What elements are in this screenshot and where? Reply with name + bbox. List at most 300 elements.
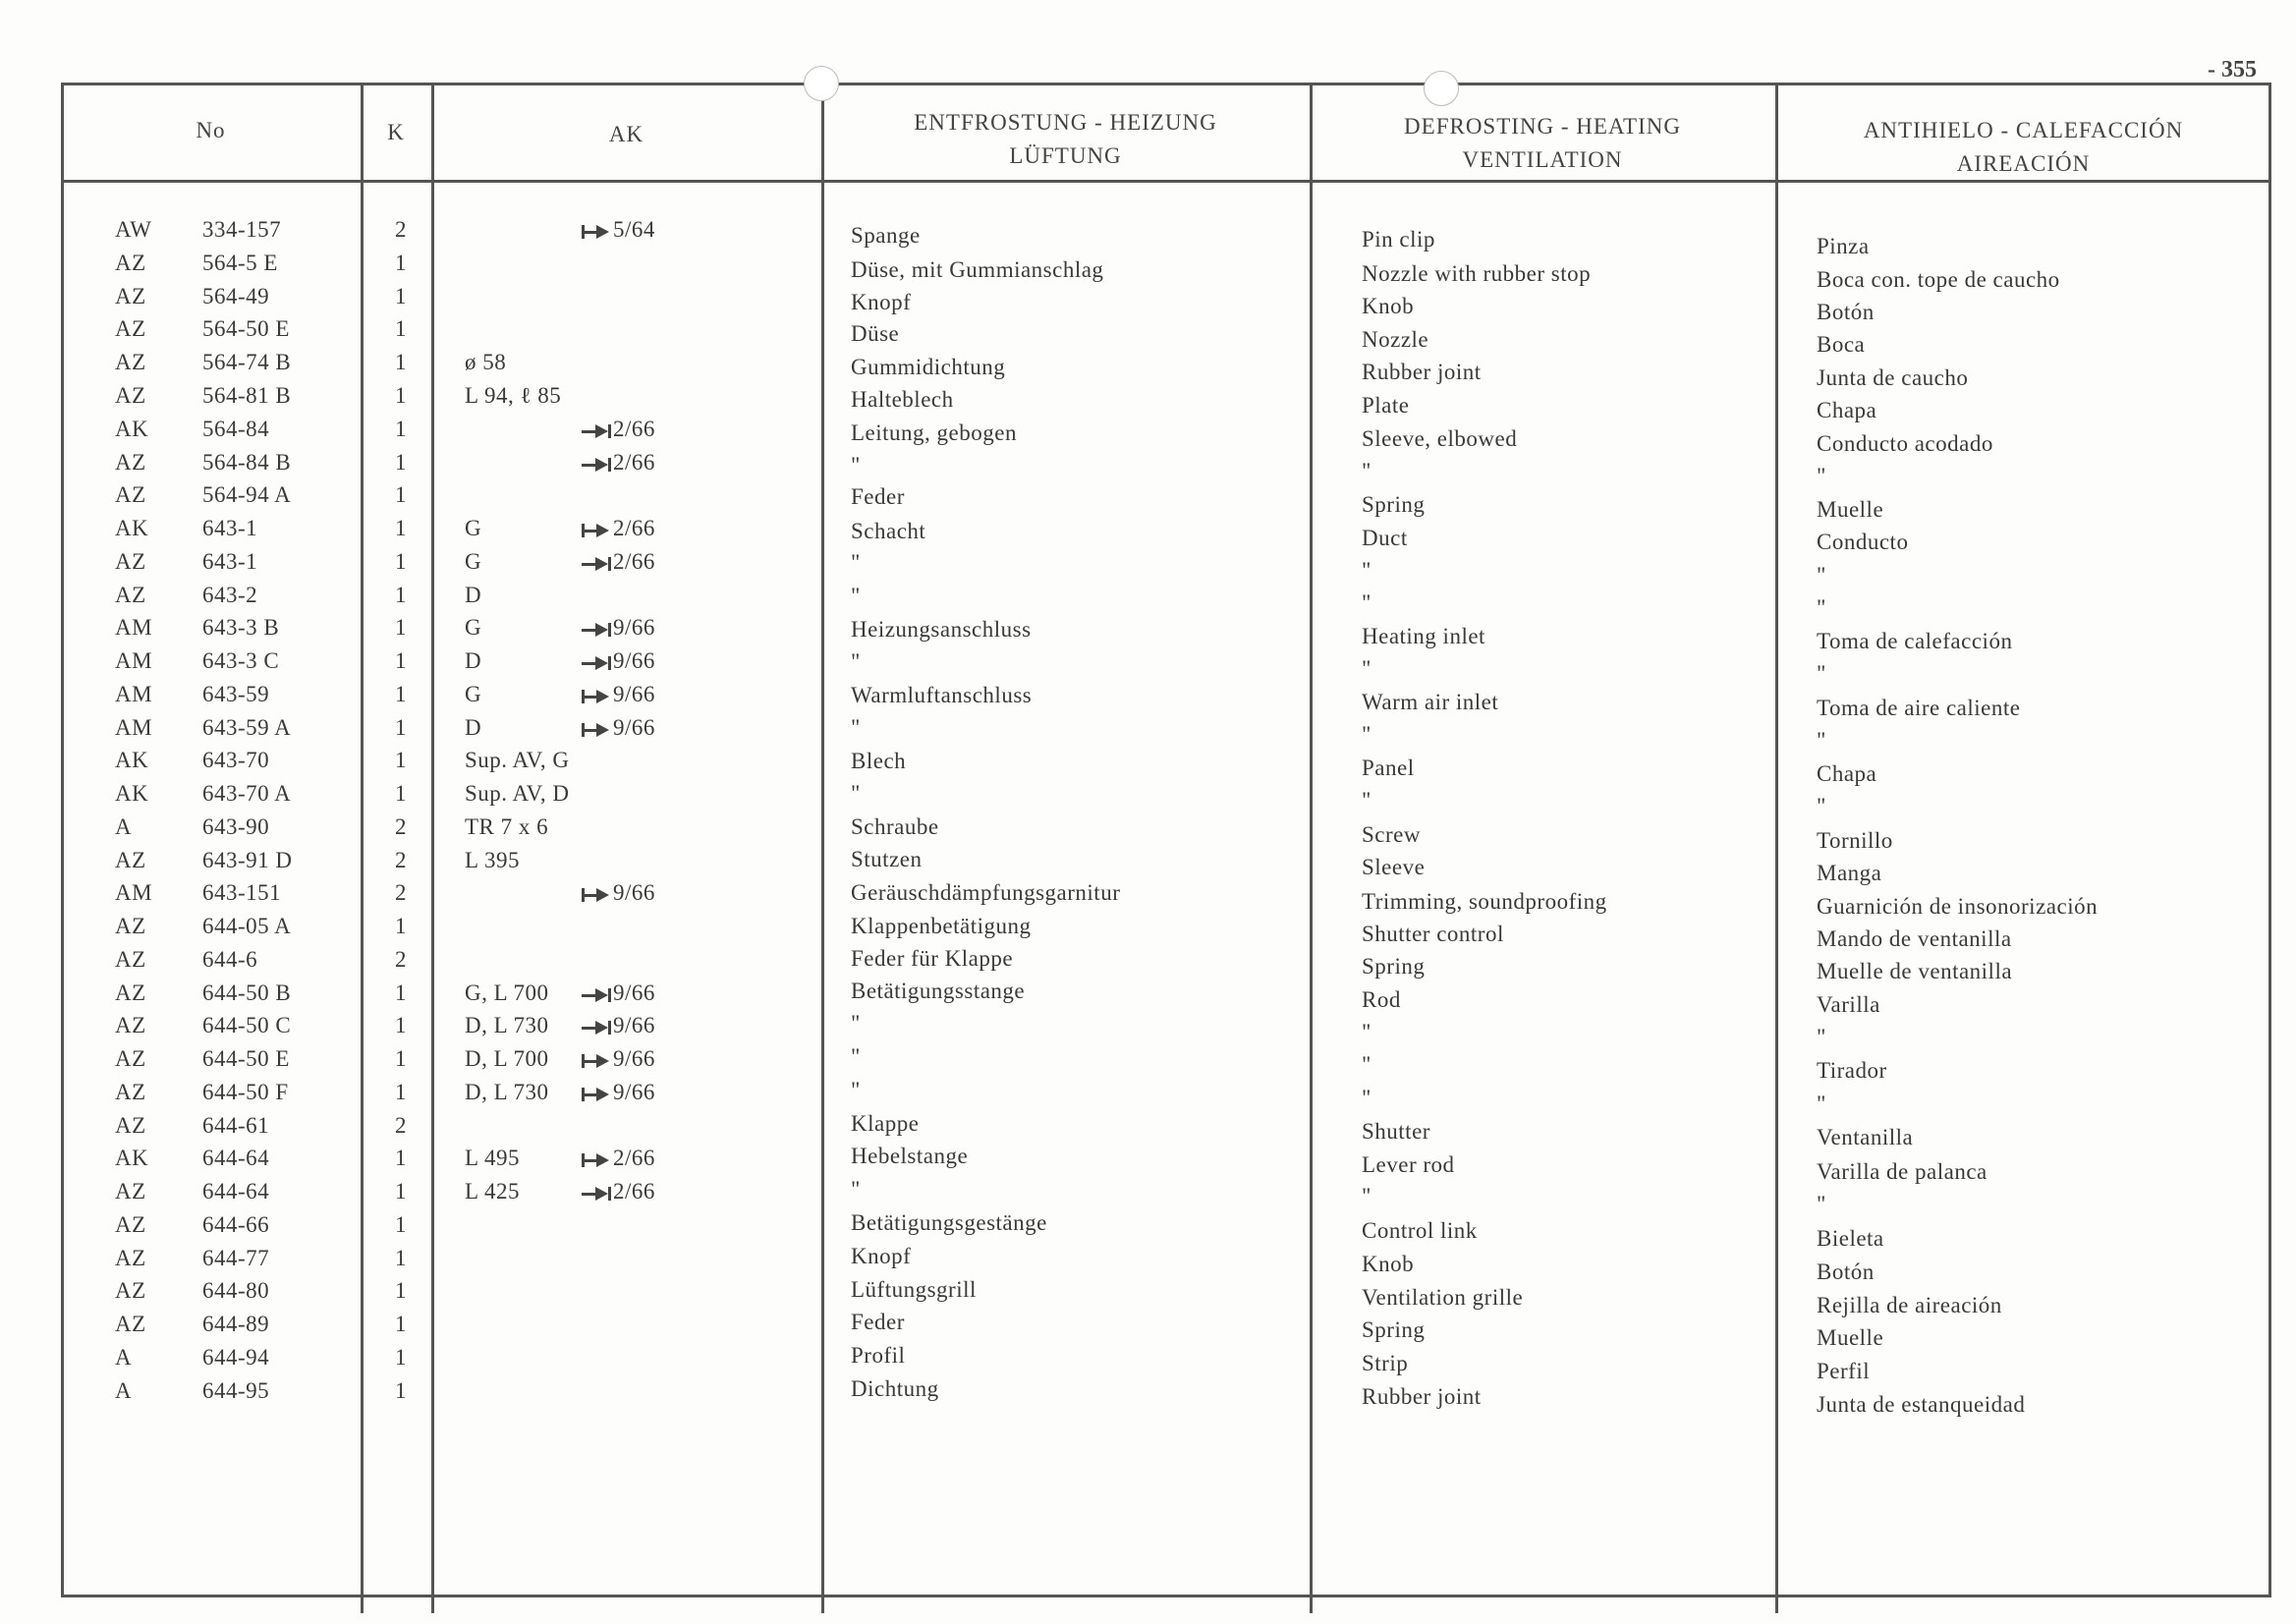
- part-number: 564-94 A: [202, 482, 292, 507]
- part-quantity: 1: [395, 1378, 407, 1403]
- part-number: 644-50 F: [202, 1080, 289, 1104]
- description-german: Knopf: [851, 1244, 912, 1268]
- part-quantity: 1: [395, 1278, 407, 1303]
- description-german: Geräuschdämpfungsgarnitur: [851, 880, 1121, 905]
- part-number: 644-94: [202, 1345, 270, 1370]
- description-german: Klappe: [851, 1111, 920, 1136]
- cross-reference-page: 9/66: [613, 1013, 655, 1037]
- description-spanish: ": [1817, 728, 1826, 753]
- cross-reference-page: 9/66: [613, 615, 655, 640]
- header-ak: AK: [608, 122, 644, 146]
- part-variant: ø 58: [465, 350, 507, 374]
- part-variant: L 495: [465, 1146, 520, 1170]
- description-german: ": [851, 781, 861, 806]
- part-quantity: 1: [395, 781, 407, 806]
- part-prefix: AZ: [115, 1179, 146, 1204]
- part-prefix: AZ: [115, 1080, 146, 1104]
- part-quantity: 1: [395, 316, 407, 341]
- part-quantity: 2: [395, 848, 407, 872]
- part-variant: Sup. AV, G: [465, 748, 570, 772]
- cross-reference-page: 9/66: [613, 682, 655, 706]
- description-english: Nozzle with rubber stop: [1362, 261, 1592, 286]
- header-k: K: [387, 120, 405, 144]
- description-spanish: Boca con. tope de caucho: [1817, 267, 2060, 292]
- part-quantity: 1: [395, 715, 407, 740]
- description-spanish: Varilla de palanca: [1817, 1159, 1988, 1184]
- description-spanish: ": [1817, 1092, 1826, 1116]
- cross-reference: [582, 446, 655, 478]
- description-spanish: Boca: [1817, 332, 1866, 357]
- part-number: 644-66: [202, 1212, 270, 1237]
- description-spanish: ": [1817, 1192, 1826, 1216]
- part-variant: D: [465, 583, 482, 607]
- part-number: 644-95: [202, 1378, 270, 1403]
- description-german: ": [851, 584, 861, 608]
- description-german: ": [851, 1078, 861, 1102]
- part-prefix: AK: [115, 748, 149, 772]
- part-quantity: 2: [395, 880, 407, 905]
- part-prefix: AZ: [115, 980, 146, 1005]
- cross-reference: [582, 1042, 655, 1075]
- description-spanish: Tirador: [1817, 1058, 1887, 1083]
- part-prefix: AZ: [115, 284, 146, 308]
- cross-reference-page: 9/66: [613, 648, 655, 673]
- description-spanish: Muelle: [1817, 497, 1884, 522]
- header-english-line1: DEFROSTING - HEATING: [1404, 114, 1681, 139]
- part-prefix: AZ: [115, 848, 146, 872]
- part-quantity: 1: [395, 1146, 407, 1170]
- description-english: Duct: [1362, 526, 1408, 550]
- description-spanish: Chapa: [1817, 398, 1877, 422]
- part-number: 643-70: [202, 748, 270, 772]
- part-prefix: AZ: [115, 1312, 146, 1336]
- header-spanish: [1775, 114, 2271, 181]
- description-spanish: Guarnición de insonorización: [1817, 894, 2099, 919]
- description-german: Gummidichtung: [851, 355, 1006, 379]
- description-spanish: Perfil: [1817, 1359, 1871, 1383]
- description-german: ": [851, 1177, 861, 1202]
- header-german: [821, 106, 1310, 173]
- part-quantity: 1: [395, 1212, 407, 1237]
- arrow-to-bar-icon: [582, 455, 611, 475]
- part-number: 643-59 A: [202, 715, 292, 740]
- description-english: Sleeve, elbowed: [1362, 426, 1518, 451]
- part-quantity: 1: [395, 1345, 407, 1370]
- arrow-to-bar-icon: [582, 985, 611, 1005]
- header-german-line1: ENTFROSTUNG - HEIZUNG: [914, 110, 1217, 135]
- description-german: ": [851, 649, 861, 674]
- cross-reference-page: 5/64: [613, 217, 655, 242]
- description-spanish: Varilla: [1817, 992, 1880, 1017]
- header-spanish-line2: AIREACIÓN: [1956, 151, 2091, 176]
- description-german: ": [851, 1044, 861, 1069]
- description-spanish: ": [1817, 661, 1826, 686]
- part-prefix: AZ: [115, 1246, 146, 1270]
- description-german: Blech: [851, 749, 907, 773]
- part-variant: G, L 700: [465, 980, 549, 1005]
- cross-reference: [582, 876, 655, 909]
- part-number: 644-50 E: [202, 1046, 290, 1071]
- description-english: Ventilation grille: [1362, 1285, 1524, 1310]
- cross-reference: [582, 1076, 655, 1108]
- cross-reference-page: 9/66: [613, 715, 655, 740]
- description-german: Düse, mit Gummianschlag: [851, 257, 1104, 282]
- description-spanish: Chapa: [1817, 761, 1877, 786]
- part-number: 644-64: [202, 1146, 270, 1170]
- part-number: 643-3 C: [202, 648, 280, 673]
- description-english: Pin clip: [1362, 227, 1435, 252]
- description-spanish: Toma de aire caliente: [1817, 696, 2021, 720]
- description-german: Klappenbetätigung: [851, 914, 1032, 938]
- part-variant: D, L 730: [465, 1080, 549, 1104]
- cross-reference-page: 2/66: [613, 516, 655, 540]
- description-spanish: Pinza: [1817, 234, 1870, 258]
- part-variant: G: [465, 549, 482, 574]
- description-english: Rubber joint: [1362, 1384, 1482, 1409]
- description-english: Shutter: [1362, 1119, 1430, 1144]
- description-spanish: Conducto acodado: [1817, 431, 1993, 456]
- part-number: 564-5 E: [202, 251, 278, 275]
- description-german: Stutzen: [851, 847, 923, 871]
- part-quantity: 1: [395, 516, 407, 540]
- description-german: Knopf: [851, 290, 912, 314]
- description-german: Warmluftanschluss: [851, 683, 1033, 707]
- header-english: [1310, 110, 1775, 177]
- column-divider: [361, 83, 364, 1613]
- part-quantity: 1: [395, 1046, 407, 1071]
- description-german: ": [851, 715, 861, 740]
- part-variant: D: [465, 715, 482, 740]
- part-number: 643-1: [202, 516, 258, 540]
- part-number: 644-89: [202, 1312, 270, 1336]
- part-prefix: A: [115, 1378, 133, 1403]
- description-german: Spange: [851, 223, 921, 248]
- part-prefix: AM: [115, 715, 153, 740]
- part-number: 564-50 E: [202, 316, 290, 341]
- arrow-to-bar-icon: [582, 620, 611, 640]
- description-english: ": [1362, 1184, 1372, 1208]
- description-german: Dichtung: [851, 1376, 939, 1401]
- cross-reference-page: 2/66: [613, 1146, 655, 1170]
- description-german: Betätigungsstange: [851, 979, 1026, 1003]
- description-english: ": [1362, 459, 1372, 483]
- part-number: 644-05 A: [202, 914, 292, 938]
- column-divider: [431, 83, 434, 1613]
- arrow-to-bar-icon: [582, 421, 611, 441]
- part-number: 643-3 B: [202, 615, 280, 640]
- part-variant: L 94, ℓ 85: [465, 383, 562, 408]
- part-prefix: AK: [115, 516, 149, 540]
- part-quantity: 1: [395, 648, 407, 673]
- arrow-to-bar-icon: [582, 554, 611, 574]
- arrow-from-bar-icon: [582, 687, 611, 706]
- part-variant: L 425: [465, 1179, 520, 1204]
- part-number: 643-70 A: [202, 781, 292, 806]
- column-divider: [1310, 83, 1313, 1613]
- part-number: 643-91 D: [202, 848, 293, 872]
- arrow-from-bar-icon: [582, 521, 611, 540]
- part-number: 644-64: [202, 1179, 270, 1204]
- cross-reference: [582, 1142, 655, 1174]
- part-number: 644-50 B: [202, 980, 292, 1005]
- arrow-from-bar-icon: [582, 885, 611, 905]
- part-prefix: AZ: [115, 947, 146, 972]
- cross-reference: [582, 512, 655, 544]
- cross-reference: [582, 977, 655, 1009]
- cross-reference-page: 9/66: [613, 1080, 655, 1104]
- description-english: ": [1362, 788, 1372, 812]
- cross-reference-page: 9/66: [613, 1046, 655, 1071]
- part-quantity: 1: [395, 682, 407, 706]
- part-variant: G: [465, 516, 482, 540]
- description-german: Halteblech: [851, 387, 954, 412]
- arrow-from-bar-icon: [582, 222, 611, 242]
- part-prefix: AK: [115, 1146, 149, 1170]
- arrow-to-bar-icon: [582, 1184, 611, 1204]
- part-number: 644-80: [202, 1278, 270, 1303]
- description-spanish: Muelle: [1817, 1325, 1884, 1350]
- cross-reference: [582, 1175, 655, 1207]
- header-spanish-line1: ANTIHIELO - CALEFACCIÓN: [1863, 118, 2184, 142]
- part-prefix: AK: [115, 781, 149, 806]
- part-quantity: 1: [395, 748, 407, 772]
- part-number: 564-49: [202, 284, 270, 308]
- description-english: Spring: [1362, 492, 1426, 517]
- part-number: 564-84: [202, 417, 270, 441]
- part-quantity: 1: [395, 482, 407, 507]
- cross-reference-page: 2/66: [613, 417, 655, 441]
- description-spanish: Rejilla de aireación: [1817, 1293, 2002, 1317]
- description-spanish: Manga: [1817, 861, 1882, 885]
- part-prefix: AM: [115, 880, 153, 905]
- description-english: Panel: [1362, 756, 1415, 780]
- part-quantity: 1: [395, 1246, 407, 1270]
- description-spanish: Botón: [1817, 1260, 1875, 1284]
- part-prefix: AM: [115, 648, 153, 673]
- description-spanish: Bieleta: [1817, 1226, 1884, 1251]
- cross-reference-page: 9/66: [613, 880, 655, 905]
- part-number: 644-50 C: [202, 1013, 292, 1037]
- cross-reference-page: 2/66: [613, 1179, 655, 1204]
- part-prefix: AZ: [115, 1046, 146, 1071]
- part-prefix: A: [115, 1345, 133, 1370]
- description-spanish: Conducto: [1817, 530, 1909, 554]
- cross-reference: [582, 644, 655, 677]
- part-quantity: 1: [395, 383, 407, 408]
- arrow-to-bar-icon: [582, 1018, 611, 1037]
- description-german: ": [851, 453, 861, 477]
- description-spanish: Tornillo: [1817, 828, 1893, 853]
- part-prefix: AZ: [115, 316, 146, 341]
- part-variant: D: [465, 648, 482, 673]
- cross-reference-page: 2/66: [613, 450, 655, 475]
- part-prefix: AZ: [115, 450, 146, 475]
- cross-reference: [582, 678, 655, 710]
- part-variant: D, L 700: [465, 1046, 549, 1071]
- arrow-from-bar-icon: [582, 1085, 611, 1104]
- part-variant: L 395: [465, 848, 520, 872]
- description-spanish: ": [1817, 595, 1826, 620]
- description-english: Rod: [1362, 987, 1401, 1012]
- description-spanish: ": [1817, 1025, 1826, 1049]
- part-variant: D, L 730: [465, 1013, 549, 1037]
- part-number: 564-84 B: [202, 450, 292, 475]
- part-number: 564-74 B: [202, 350, 292, 374]
- part-number: 644-6: [202, 947, 258, 972]
- description-spanish: ": [1817, 794, 1826, 818]
- description-german: Schacht: [851, 519, 926, 543]
- description-english: Control link: [1362, 1218, 1478, 1243]
- description-german: Heizungsanschluss: [851, 617, 1032, 642]
- part-prefix: AZ: [115, 583, 146, 607]
- part-number: 643-90: [202, 814, 270, 839]
- description-german: Düse: [851, 321, 900, 346]
- part-variant: TR 7 x 6: [465, 814, 549, 839]
- description-english: Screw: [1362, 822, 1421, 847]
- description-english: Trimming, soundproofing: [1362, 889, 1607, 914]
- part-variant: G: [465, 682, 482, 706]
- description-english: ": [1362, 558, 1372, 583]
- description-english: Nozzle: [1362, 327, 1429, 352]
- header-english-line2: VENTILATION: [1462, 147, 1623, 172]
- description-spanish: Junta de estanqueidad: [1817, 1392, 2026, 1417]
- description-spanish: Toma de calefacción: [1817, 629, 2013, 653]
- description-german: Hebelstange: [851, 1144, 969, 1168]
- column-divider: [1775, 83, 1778, 1613]
- arrow-from-bar-icon: [582, 720, 611, 740]
- part-number: 564-81 B: [202, 383, 292, 408]
- part-prefix: AM: [115, 682, 153, 706]
- cross-reference: [582, 545, 655, 578]
- part-quantity: 2: [395, 947, 407, 972]
- part-prefix: AZ: [115, 482, 146, 507]
- description-german: Profil: [851, 1343, 906, 1368]
- part-number: 643-1: [202, 549, 258, 574]
- punch-hole: [804, 66, 839, 101]
- header-german-line2: LÜFTUNG: [1009, 143, 1122, 168]
- description-german: ": [851, 550, 861, 575]
- description-spanish: Muelle de ventanilla: [1817, 959, 2013, 983]
- part-prefix: AZ: [115, 251, 146, 275]
- description-english: ": [1362, 1086, 1372, 1110]
- description-spanish: Ventanilla: [1817, 1125, 1914, 1149]
- description-english: Shutter control: [1362, 922, 1504, 946]
- part-quantity: 2: [395, 814, 407, 839]
- description-english: Plate: [1362, 393, 1410, 418]
- part-quantity: 1: [395, 980, 407, 1005]
- part-prefix: AZ: [115, 350, 146, 374]
- description-english: ": [1362, 722, 1372, 747]
- description-spanish: Mando de ventanilla: [1817, 926, 2012, 951]
- cross-reference: [582, 711, 655, 744]
- part-quantity: 1: [395, 1080, 407, 1104]
- cross-reference: [582, 413, 655, 445]
- part-prefix: AZ: [115, 914, 146, 938]
- description-english: Knob: [1362, 294, 1415, 318]
- page-number: - 355: [2208, 57, 2257, 83]
- description-english: Spring: [1362, 954, 1426, 979]
- description-english: Rubber joint: [1362, 360, 1482, 384]
- part-quantity: 1: [395, 450, 407, 475]
- part-prefix: AZ: [115, 1278, 146, 1303]
- part-number: 644-61: [202, 1113, 270, 1138]
- description-english: Warm air inlet: [1362, 690, 1499, 714]
- description-english: ": [1362, 1020, 1372, 1044]
- part-quantity: 1: [395, 1013, 407, 1037]
- description-english: Spring: [1362, 1317, 1426, 1342]
- description-spanish: ": [1817, 563, 1826, 588]
- description-german: Feder für Klappe: [851, 946, 1014, 971]
- part-quantity: 2: [395, 1113, 407, 1138]
- part-number: 643-151: [202, 880, 282, 905]
- part-quantity: 1: [395, 615, 407, 640]
- description-german: Lüftungsgrill: [851, 1277, 977, 1302]
- part-quantity: 1: [395, 284, 407, 308]
- part-number: 644-77: [202, 1246, 270, 1270]
- part-number: 334-157: [202, 217, 282, 242]
- part-prefix: AW: [115, 217, 152, 242]
- part-quantity: 1: [395, 1312, 407, 1336]
- description-english: Knob: [1362, 1252, 1415, 1276]
- arrow-from-bar-icon: [582, 1051, 611, 1071]
- part-prefix: AK: [115, 417, 149, 441]
- part-prefix: AZ: [115, 549, 146, 574]
- part-quantity: 1: [395, 549, 407, 574]
- description-english: Heating inlet: [1362, 624, 1485, 648]
- cross-reference-page: 2/66: [613, 549, 655, 574]
- part-prefix: AZ: [115, 1113, 146, 1138]
- part-prefix: A: [115, 814, 133, 839]
- description-english: Lever rod: [1362, 1152, 1455, 1177]
- description-spanish: Junta de caucho: [1817, 365, 1969, 390]
- part-number: 643-59: [202, 682, 270, 706]
- part-number: 643-2: [202, 583, 258, 607]
- part-quantity: 1: [395, 417, 407, 441]
- punch-hole: [1424, 71, 1459, 106]
- description-english: Sleeve: [1362, 855, 1426, 879]
- column-divider: [821, 83, 824, 1613]
- description-spanish: Botón: [1817, 300, 1875, 324]
- description-german: Betätigungsgestänge: [851, 1210, 1047, 1235]
- part-quantity: 1: [395, 251, 407, 275]
- description-english: Strip: [1362, 1351, 1409, 1375]
- cross-reference: [582, 213, 655, 246]
- part-variant: G: [465, 615, 482, 640]
- description-german: Leitung, gebogen: [851, 420, 1017, 445]
- part-quantity: 1: [395, 914, 407, 938]
- part-variant: Sup. AV, D: [465, 781, 570, 806]
- description-english: ": [1362, 590, 1372, 615]
- cross-reference-page: 9/66: [613, 980, 655, 1005]
- description-german: Feder: [851, 484, 905, 509]
- part-quantity: 1: [395, 1179, 407, 1204]
- part-quantity: 1: [395, 350, 407, 374]
- part-prefix: AM: [115, 615, 153, 640]
- arrow-to-bar-icon: [582, 653, 611, 673]
- description-german: ": [851, 1011, 861, 1036]
- description-german: Feder: [851, 1310, 905, 1334]
- cross-reference: [582, 611, 655, 644]
- part-quantity: 2: [395, 217, 407, 242]
- arrow-from-bar-icon: [582, 1150, 611, 1170]
- part-prefix: AZ: [115, 1013, 146, 1037]
- description-english: ": [1362, 656, 1372, 681]
- part-prefix: AZ: [115, 383, 146, 408]
- part-quantity: 1: [395, 583, 407, 607]
- cross-reference: [582, 1009, 655, 1041]
- description-german: Schraube: [851, 814, 939, 839]
- description-spanish: ": [1817, 464, 1826, 488]
